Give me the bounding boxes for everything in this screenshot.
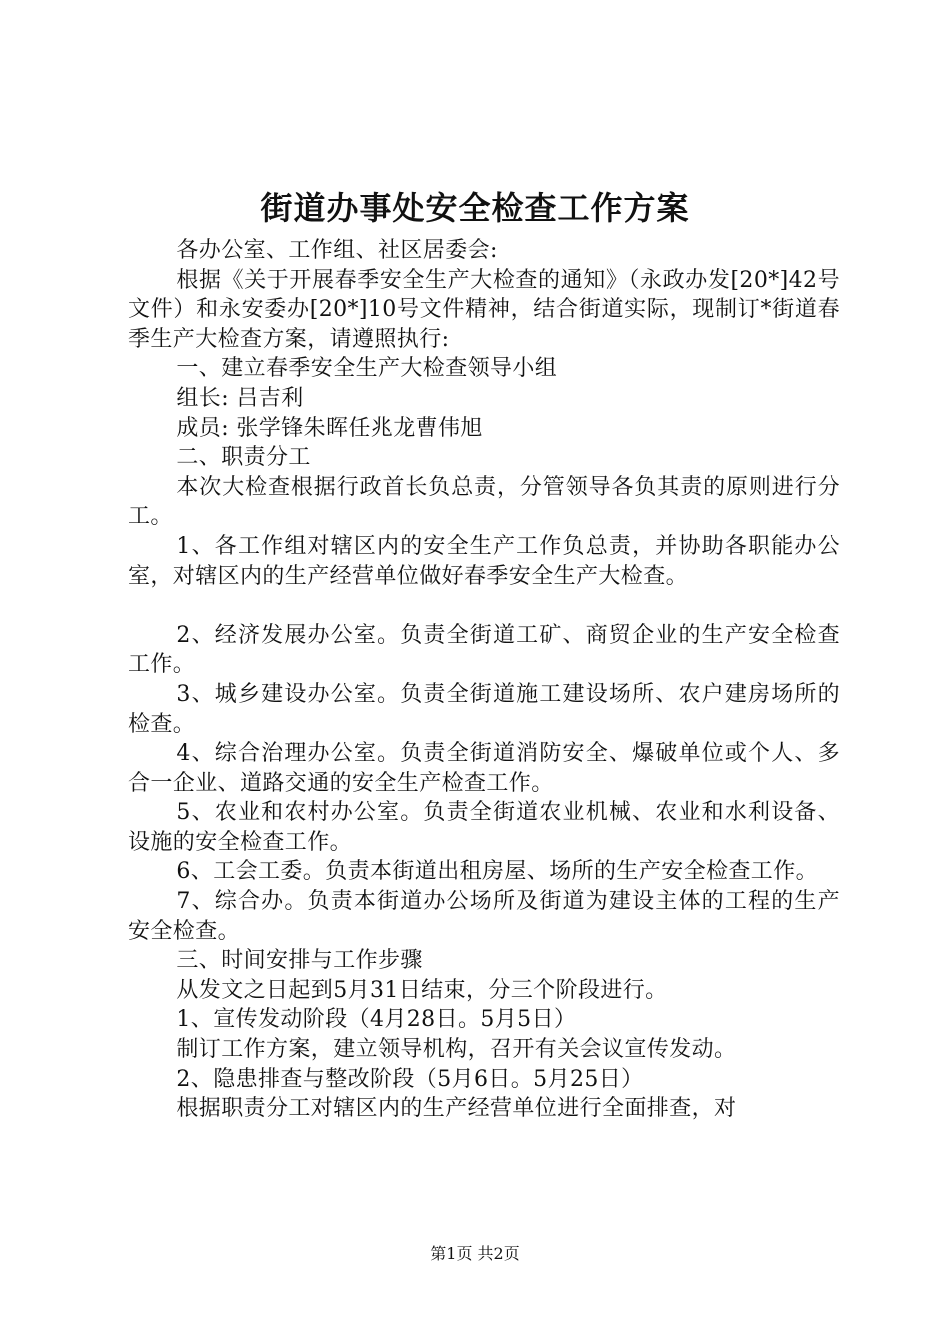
duty-item-2: 2、经济发展办公室。负责全街道工矿、商贸企业的生产安全检查工作。 [128, 622, 840, 678]
duty-item-7: 7、综合办。负责本街道办公场所及街道为建设主体的工程的生产安全检查。 [128, 889, 840, 944]
page-footer: 第1页 共2页 [430, 1244, 520, 1263]
schedule-overview: 从发文之日起到5月31日结束，分三个阶段进行。 [176, 977, 668, 1003]
duty-item-5: 5、农业和农村办公室。负责全街道农业机械、农业和水利设备、设施的安全检查工作。 [128, 800, 840, 855]
group-leader: 组长: 吕吉利 [176, 385, 304, 411]
intro-paragraph: 根据《关于开展春季安全生产大检查的通知》（永政办发[20*]42号文件）和永安委办[20*]10号文件精神，结合街道实际，现制订*街道春季生产大检查方案，请遵照执行: [128, 267, 840, 352]
phase-2-content: 根据职责分工对辖区内的生产经营单位进行全面排查，对 [176, 1096, 737, 1122]
phase-1-heading: 1、宣传发动阶段（4月28日。5月5日） [176, 1007, 577, 1033]
duty-item-1: 1、各工作组对辖区内的安全生产工作负总责，并协助各职能办公室，对辖区内的生产经营单位做好春季安全生产大检查。 [128, 533, 840, 589]
section-heading-3: 三、时间安排与工作步骤 [176, 948, 423, 974]
group-members: 成员: 张学锋朱晖任兆龙曹伟旭 [176, 415, 483, 441]
document-title: 街道办事处安全检查工作方案 [260, 189, 690, 227]
section-heading-1: 一、建立春季安全生产大检查领导小组 [176, 356, 558, 382]
duty-principle: 本次大检查根据行政首长负总责，分管领导各负其责的原则进行分工。 [128, 474, 840, 530]
duty-item-3: 3、城乡建设办公室。负责全街道施工建设场所、农户建房场所的检查。 [128, 681, 840, 737]
phase-1-content: 制订工作方案，建立领导机构，召开有关会议宣传发动。 [176, 1037, 737, 1063]
duty-item-4: 4、综合治理办公室。负责全街道消防安全、爆破单位或个人、多合一企业、道路交通的安全生产检查工作。 [128, 741, 840, 796]
blank-line [128, 591, 840, 621]
phase-2-heading: 2、隐患排查与整改阶段（5月6日。5月25日） [176, 1066, 644, 1092]
section-heading-2: 二、职责分工 [176, 445, 311, 471]
duty-item-6: 6、工会工委。负责本街道出租房屋、场所的生产安全检查工作。 [176, 859, 818, 885]
salutation: 各办公室、工作组、社区居委会: [176, 238, 498, 263]
document-body [128, 236, 840, 1124]
